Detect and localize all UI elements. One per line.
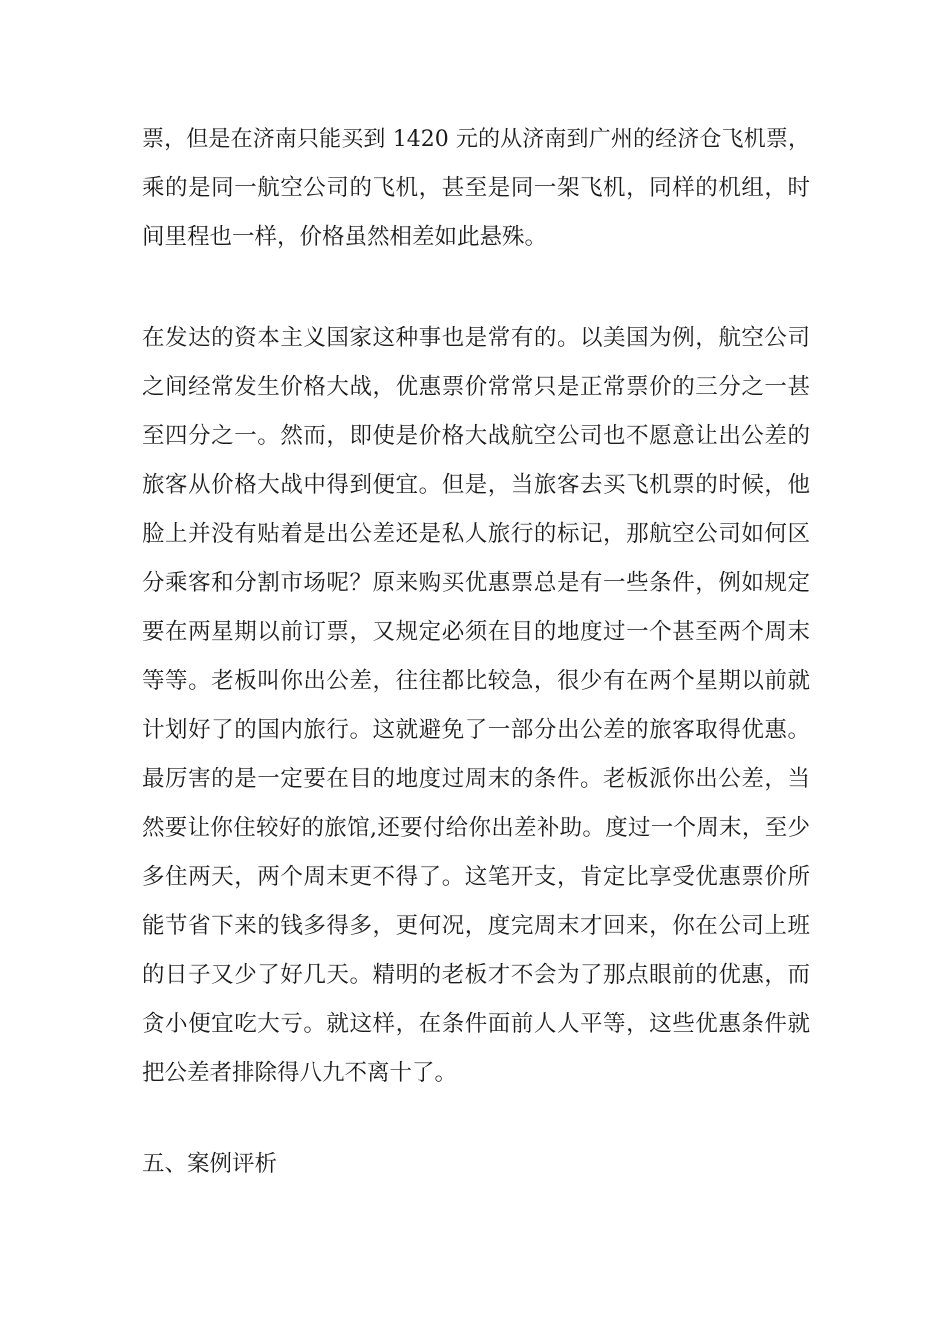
paragraph-us-airline-price-war (142, 314, 810, 1098)
text-line: 要在两星期以前订票，又规定必须在目的地度过一个甚至两个周末 (142, 619, 810, 645)
text-line: 旅客从价格大战中得到便宜。但是，当旅客去买飞机票的时候，他 (142, 472, 810, 498)
text-line: 间里程也一样，价格虽然相差如此悬殊。 (142, 224, 548, 250)
text-line: 多住两天，两个周末更不得了。这笔开支，肯定比享受优惠票价所 (142, 864, 810, 890)
text-line: 然要让你住较好的旅馆,还要付给你出差补助。度过一个周末，至少 (142, 815, 810, 841)
text-line: 之间经常发生价格大战，优惠票价常常只是正常票价的三分之一甚 (142, 374, 810, 400)
text-line: 贪小便宜吃大亏。就这样，在条件面前人人平等，这些优惠条件就 (142, 1011, 810, 1037)
paragraph-airfare-price-gap (142, 115, 810, 262)
text-line: 票，但是在济南只能买到 1420 元的从济南到广州的经济仓飞机票， (142, 127, 810, 152)
text-line: 至四分之一。然而，即使是价格大战航空公司也不愿意让出公差的 (142, 423, 810, 449)
text-line: 乘的是同一航空公司的飞机，甚至是同一架飞机，同样的机组，时 (142, 175, 810, 201)
text-line: 最厉害的是一定要在目的地度过周末的条件。老板派你出公差，当 (142, 766, 810, 792)
text-line: 的日子又少了好几天。精明的老板才不会为了那点眼前的优惠，而 (142, 962, 810, 988)
text-line: 分乘客和分割市场呢？原来购买优惠票总是有一些条件，例如规定 (142, 570, 810, 596)
text-line: 等等。老板叫你出公差，往往都比较急，很少有在两个星期以前就 (142, 668, 810, 694)
text-line: 把公差者排除得八九不离十了。 (142, 1060, 458, 1086)
text-line: 计划好了的国内旅行。这就避免了一部分出公差的旅客取得优惠。 (142, 717, 810, 743)
text-line: 脸上并没有贴着是出公差还是私人旅行的标记，那航空公司如何区 (142, 521, 810, 547)
text-line: 在发达的资本主义国家这种事也是常有的。以美国为例，航空公司 (142, 325, 810, 351)
section-heading: 五、案例评析 (142, 1151, 278, 1177)
text-line: 能节省下来的钱多得多，更何况，度完周末才回来，你在公司上班 (142, 913, 810, 939)
